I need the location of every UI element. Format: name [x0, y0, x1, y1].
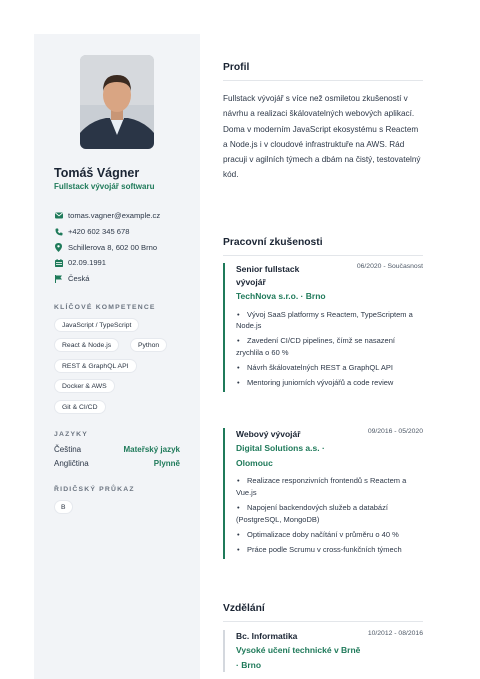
languages-heading: JAZYKY	[54, 431, 89, 438]
education-date: 10/2012 - 08/2016	[367, 630, 423, 637]
language-name: Angličtina	[54, 459, 89, 468]
job-bullet: • Práce podle Scrumu v cross-funkčních týmech	[237, 544, 402, 554]
education-degree: Bc. Informatika	[236, 631, 298, 641]
calendar-icon	[54, 258, 63, 267]
language-level: Plynně	[153, 459, 180, 468]
education-school: Vysoké učení technické v Brně · Brno	[236, 645, 361, 670]
skill-tag: Git & CI/CD	[54, 400, 106, 414]
experience-heading: Pracovní zkušenosti	[223, 237, 323, 248]
job-bullet: • Optimalizace doby načítání v průměru o 40 %	[237, 529, 399, 539]
divider	[223, 255, 423, 256]
skill-tag: REST & GraphQL API	[54, 359, 137, 373]
skill-tag: Python	[130, 338, 167, 352]
contact-list	[54, 208, 200, 286]
divider	[223, 80, 423, 81]
location-pin-icon	[54, 243, 63, 252]
education-entry	[223, 630, 423, 672]
job-bullet: • Mentoring juniorních vývojářů a code review	[237, 378, 394, 388]
job-bullet: • Realizace responzivních frontendů s Reactem a Vue.js	[236, 476, 407, 497]
contact-address	[54, 239, 200, 255]
skill-tag: JavaScript / TypeScript	[54, 318, 139, 332]
divider	[223, 621, 423, 622]
profile-photo	[80, 55, 154, 149]
skills-heading: KLÍČOVÉ KOMPETENCE	[54, 304, 156, 311]
license-tag: B	[54, 500, 73, 514]
job-bullet: • Napojení backendových služeb a databází (PostgreSQL, MongoDB)	[236, 502, 388, 524]
sidebar	[34, 34, 200, 679]
job-position: Senior fullstack vývojář	[236, 264, 300, 287]
job-entry	[223, 428, 423, 559]
language-name: Čeština	[54, 445, 82, 454]
contact-phone[interactable]	[54, 224, 200, 240]
profile-text: Fullstack vývojář s více než osmiletou zkušeností v návrhu a realizaci škálovatelných webových aplikací. Doma v moderním JavaScript ekosystému s Reactem a Node.js i v cloudové infrastruktuře na AWS. Rád pracuji v agilních týmech a dbám na čistý, testovatelný kód.	[223, 94, 421, 180]
contact-email[interactable]	[54, 208, 200, 224]
person-name: Tomáš Vágner	[54, 166, 140, 180]
contact-nationality-text: Česká	[68, 274, 90, 284]
language-row	[54, 445, 180, 454]
envelope-icon	[54, 211, 63, 220]
contact-birthdate	[54, 255, 200, 271]
job-position: Webový vývojář	[236, 429, 301, 439]
skill-tag: Docker & AWS	[54, 379, 115, 393]
job-bullets	[236, 475, 423, 555]
language-row	[54, 459, 180, 468]
flag-icon	[54, 274, 63, 283]
contact-phone-text: +420 602 345 678	[68, 227, 130, 237]
contact-nationality	[54, 271, 200, 287]
license-heading: ŘIDIČSKÝ PRŮKAZ	[54, 486, 135, 493]
skill-tag: React & Node.js	[54, 338, 119, 352]
education-heading: Vzdělání	[223, 603, 265, 614]
contact-birthdate-text: 02.09.1991	[68, 258, 107, 268]
job-entry	[223, 263, 423, 392]
job-company: TechNova s.r.o. · Brno	[236, 291, 326, 301]
contact-address-text: Schillerova 8, 602 00 Brno	[68, 242, 158, 252]
contact-email-text: tomas.vagner@example.cz	[68, 211, 161, 221]
job-company: Digital Solutions a.s. · Olomouc	[236, 443, 325, 468]
job-date: 09/2016 - 05/2020	[367, 428, 423, 435]
job-bullet: • Zavedení CI/CD pipelines, čímž se nasazení zrychlila o 60 %	[236, 336, 395, 358]
job-bullets	[236, 309, 423, 389]
profile-heading: Profil	[223, 62, 250, 73]
language-level: Mateřský jazyk	[123, 445, 180, 454]
job-title: Fullstack vývojář softwaru	[54, 182, 155, 191]
person-portrait-icon	[80, 55, 154, 149]
job-bullet: • Návrh škálovatelných REST a GraphQL API	[237, 363, 393, 373]
job-bullet: • Vývoj SaaS platformy s Reactem, TypeScriptem a Node.js	[236, 309, 413, 331]
job-date: 06/2020 - Současnost	[356, 263, 423, 270]
phone-icon	[54, 227, 63, 236]
